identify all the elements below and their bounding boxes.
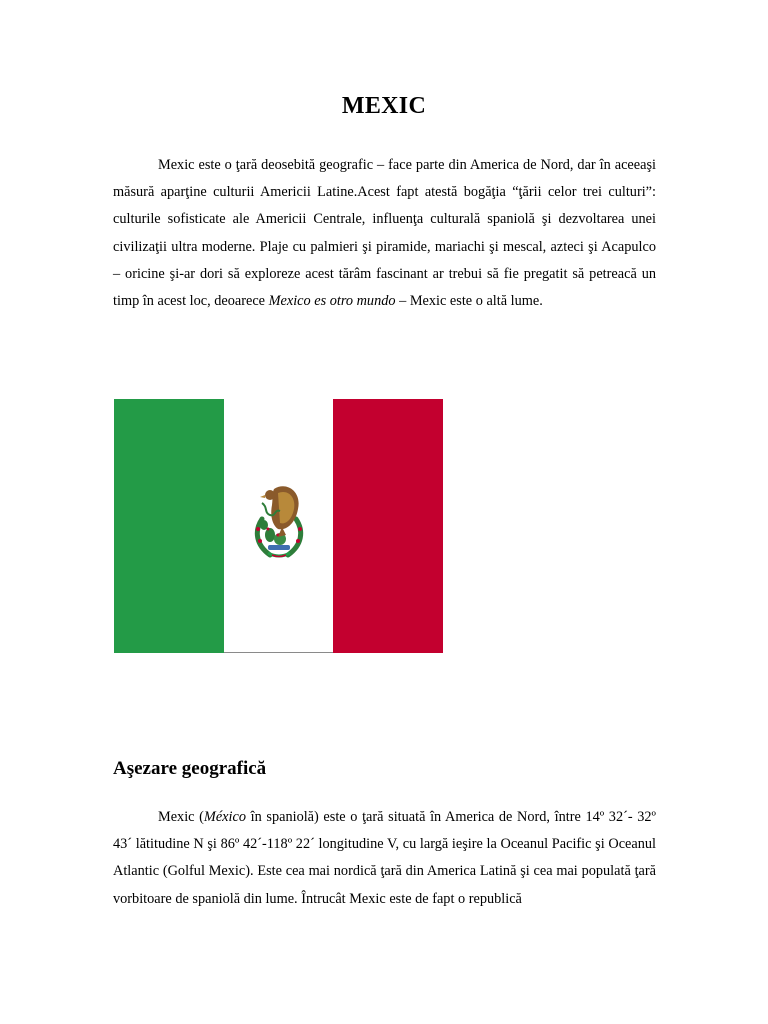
geo-text-end: în spaniolă) este o ţară situată în America de Nord, între 14º 32´- 32º 43´ lătitudine N şi 86º 42´-118º 22´ longitudine V, cu largă ieşire la Oceanul Pacific şi Oceanul Atlantic (Golful Mexic). Este cea mai nordică ţară din America Latină şi cea mai populată ţară vorbitoare de spaniolă din lume. Întrucât Mexic este de fapt o republică — [113, 809, 656, 907]
intro-italic-phrase: Mexico es otro mundo — [268, 293, 396, 310]
section-heading: Aşezare geografică — [113, 758, 267, 779]
geography-paragraph — [113, 804, 656, 913]
geo-italic-word: México — [203, 809, 246, 825]
intro-paragraph — [113, 152, 656, 315]
mexican-coat-of-arms-icon — [248, 479, 310, 561]
mexico-flag — [114, 399, 443, 653]
flag-green-band — [114, 399, 224, 653]
intro-text-end: – Mexic este o altă lume. — [395, 293, 543, 310]
flag-white-band — [224, 399, 334, 653]
page-title: MEXIC — [341, 93, 427, 119]
flag-red-band — [333, 399, 443, 653]
geo-text-start: Mexic ( — [158, 809, 204, 825]
intro-text-start: Mexic este o ţară deosebită geografic – face parte din America de Nord, dar în aceeaşi măsură aparţine culturii Americii Latine.Acest fapt atestă bogăţia “ţării celor trei culturi”: culturile sofisticate ale Americii Centrale, influenţa culturală spaniolă şi dezvoltarea unei civilizaţii ultra moderne. Plaje cu palmieri şi piramide, mariachi şi mescal, azteci şi Acapulco – oricine şi-ar dori să exploreze acest tărâm fascinant ar trebui să fie pregatit să petreacă un timp în acest loc, deoarece — [113, 157, 656, 310]
